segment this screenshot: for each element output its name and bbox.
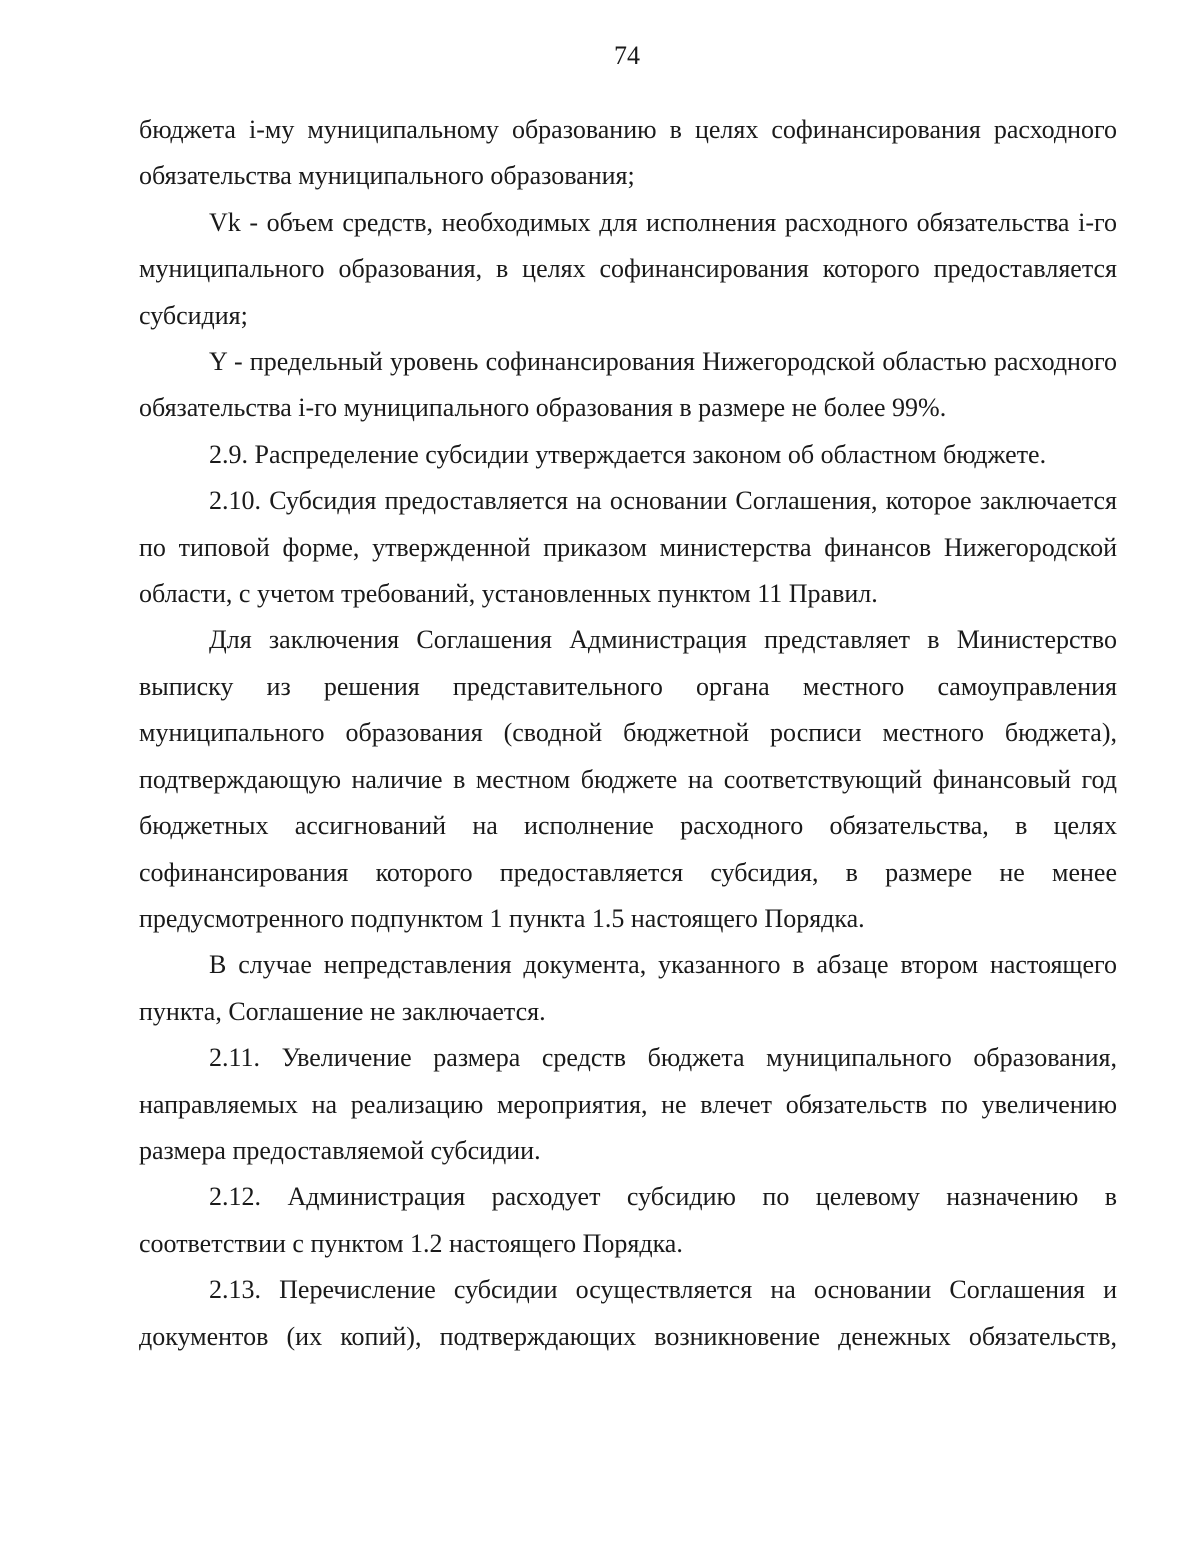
paragraph-2-10-non-submission: В случае непредставления документа, указанного в абзаце втором настоящего пункта, Соглашение не заключается. [139,950,1117,1026]
paragraph-2-10-agreement-docs: Для заключения Соглашения Администрация представляет в Министерство выписку из решения представительного органа местного самоуправления муниципального образования (сводной бюджетной росписи местного бюджета), подтверждающую наличие в местном бюджете на соответствующий финансовый год бюджетных ассигнований на исполнение расходного обязательства, в целях софинансирования которого предоставляется субсидия, в размере не менее предусмотренного подпунктом 1 пункта 1.5 настоящего Порядка. [139,625,1117,933]
paragraph-2-13: 2.13. Перечисление субсидии осуществляется на основании Соглашения и документов (их копий), подтверждающих возникновение денежных обязательств, [139,1275,1117,1351]
document-body [139,107,1117,1360]
page-number: 74 [614,41,640,70]
paragraph-2-10: 2.10. Субсидия предоставляется на основании Соглашения, которое заключается по типовой форме, утвержденной приказом министерства финансов Нижегородской области, с учетом требований, установленных пунктом 11 Правил. [139,486,1117,609]
paragraph-vk-definition: Vk - объем средств, необходимых для исполнения расходного обязательства i-го муниципального образования, в целях софинансирования которого предоставляется субсидия; [139,207,1117,330]
paragraph-2-11: 2.11. Увеличение размера средств бюджета муниципального образования, направляемых на реализацию мероприятия, не влечет обязательств по увеличению размера предоставляемой субсидии. [139,1043,1117,1165]
paragraph-continuation: бюджета i-му муниципальному образованию в целях софинансирования расходного обязательства муниципального образования; [139,115,1117,191]
paragraph-y-definition: Y - предельный уровень софинансирования Нижегородской областью расходного обязательства i-го муниципального образования в размере не более 99%. [139,347,1117,423]
paragraph-2-12: 2.12. Администрация расходует субсидию по целевому назначению в соответствии с пунктом 1.2 настоящего Порядка. [139,1182,1117,1258]
paragraph-2-9: 2.9. Распределение субсидии утверждается законом об областном бюджете. [209,439,1047,469]
